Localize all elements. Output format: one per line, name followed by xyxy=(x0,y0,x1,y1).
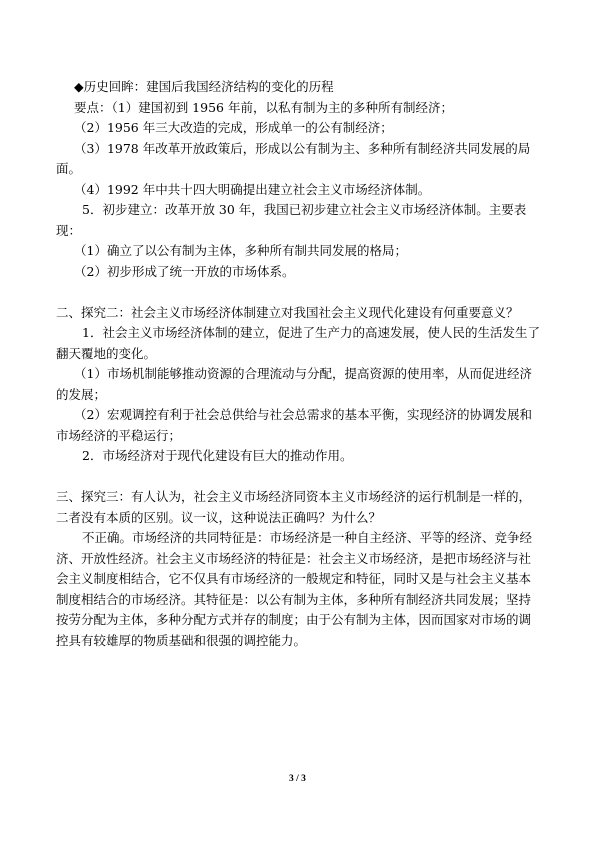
explore2-point-2: 2．市场经济对于现代化建设有巨大的推动作用。 xyxy=(82,448,353,463)
page-number: 3 / 3 xyxy=(289,774,306,784)
explore2-point-1: 1．社会主义市场经济体制的建立，促进了生产力的高速发展，使人民的生活发生了翻天覆地的变化。 xyxy=(56,325,540,361)
history-point-2: （2）1956 年三大改造的完成，形成单一的公有制经济； xyxy=(74,120,393,135)
history-point-5-1: （1）确立了以公有制为主体，多种所有制共同发展的格局； xyxy=(74,243,407,258)
explore2-point-1-2: （2）宏观调控有利于社会总供给与社会总需求的基本平衡，实现经济的协调发展和市场经济的平稳运行； xyxy=(56,407,532,443)
explore3-answer: 不正确。市场经济的共同特征是：市场经济是一种自主经济、平等的经济、竞争经济、开放性经济。社会主义市场经济的特征是：社会主义市场经济，是把市场经济与社会主义制度相结合，它不仅具有市场经济的一般规定和特征，同时又是与社会主义基本制度相结合的市场经济。其特征是：以公有制为主体，多种所有制经济共同发展；坚持按劳分配为主体，多种分配方式并存的制度；由于公有制为主体，因而国家对市场的调控具有较雄厚的物质基础和很强的调控能力。 xyxy=(56,530,533,648)
document-body xyxy=(56,77,540,651)
spacer xyxy=(56,467,540,488)
spacer xyxy=(56,282,540,303)
explore2-heading: 二、探究二：社会主义市场经济体制建立对我国社会主义现代化建设有何重要意义？ xyxy=(56,304,519,320)
history-point-5: 5．初步建立：改革开放 30 年，我国已初步建立社会主义市场经济体制。主要表现： xyxy=(56,202,527,238)
history-heading: ◆历史回眸：建国后我国经济结构的变化的历程 xyxy=(74,79,334,94)
history-points-intro: 要点：（1）建国初到 1956 年前，以私有制为主的多种所有制经济； xyxy=(74,99,453,115)
explore3-heading: 三、探究三：有人认为，社会主义市场经济同资本主义市场经济的运行机制是一样的，二者没有本质的区别。议一议，这种说法正确吗？为什么？ xyxy=(56,489,532,525)
history-point-4: （4）1992 年中共十四大明确提出建立社会主义市场经济体制。 xyxy=(74,181,431,197)
history-point-5-2: （2）初步形成了统一开放的市场体系。 xyxy=(74,263,295,279)
explore2-point-1-1: （1）市场机制能够推动资源的合理流动与分配，提高资源的使用率，从而促进经济的发展； xyxy=(56,366,532,402)
history-point-3: （3）1978 年改革开放政策后，形成以公有制为主、多种所有制经济共同发展的局面。 xyxy=(56,140,531,176)
